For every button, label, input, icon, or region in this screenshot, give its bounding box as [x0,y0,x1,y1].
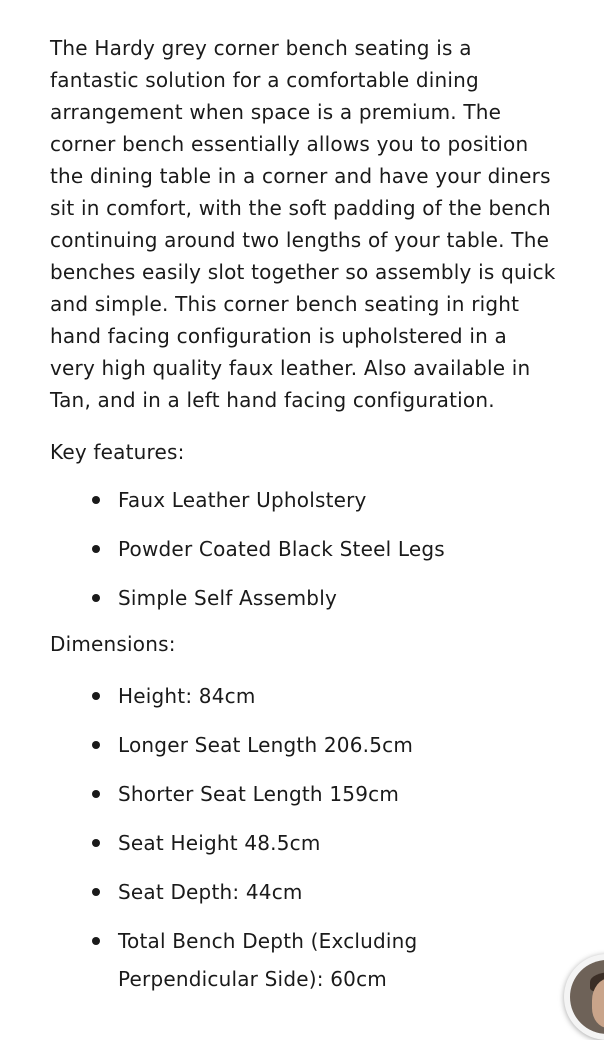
product-description-section [50,32,604,1009]
description-line: The Hardy grey corner bench seating is a [50,36,472,60]
avatar-photo [570,960,604,1034]
feature-text: Powder Coated Black Steel Legs [118,537,445,561]
bullet-icon [92,888,100,896]
list-item [90,530,604,568]
dimension-text: Perpendicular Side): 60cm [118,967,387,991]
description-line: arrangement when space is a premium. The [50,100,502,124]
list-item [90,824,604,862]
key-features-list [50,481,604,617]
description-line: corner bench essentially allows you to position [50,132,529,156]
description-line: fantastic solution for a comfortable dining [50,68,479,92]
description-line: the dining table in a corner and have your diners [50,164,551,188]
description-line: and simple. This corner bench seating in right [50,292,520,316]
list-item [90,775,604,813]
dimension-text: Seat Depth: 44cm [118,880,303,904]
description-line: continuing around two lengths of your table. The [50,228,550,252]
dimension-text: Total Bench Depth (Excluding [118,929,418,953]
dimension-text: Height: 84cm [118,684,256,708]
bullet-icon [92,839,100,847]
description-line: hand facing configuration is upholstered in a [50,324,507,348]
feature-text: Faux Leather Upholstery [118,488,367,512]
bullet-icon [92,741,100,749]
list-item [90,873,604,911]
description-line: sit in comfort, with the soft padding of the bench [50,196,551,220]
dimension-text: Longer Seat Length 206.5cm [118,733,414,757]
list-item [90,922,604,998]
list-item [90,481,604,519]
dimensions-list [50,677,604,998]
list-item [90,579,604,617]
bullet-icon [92,594,100,602]
bullet-icon [92,790,100,798]
bullet-icon [92,496,100,504]
dimensions-heading: Dimensions: [50,632,176,656]
product-description [50,32,604,416]
bullet-icon [92,545,100,553]
bullet-icon [92,937,100,945]
list-item [90,726,604,764]
list-item [90,677,604,715]
feature-text: Simple Self Assembly [118,586,337,610]
description-line: very high quality faux leather. Also available in [50,356,531,380]
bullet-icon [92,692,100,700]
description-line: benches easily slot together so assembly is quick [50,260,556,284]
dimension-text: Seat Height 48.5cm [118,831,321,855]
dimension-text: Shorter Seat Length 159cm [118,782,400,806]
key-features-heading: Key features: [50,440,185,464]
description-line: Tan, and in a left hand facing configuration. [50,388,495,412]
